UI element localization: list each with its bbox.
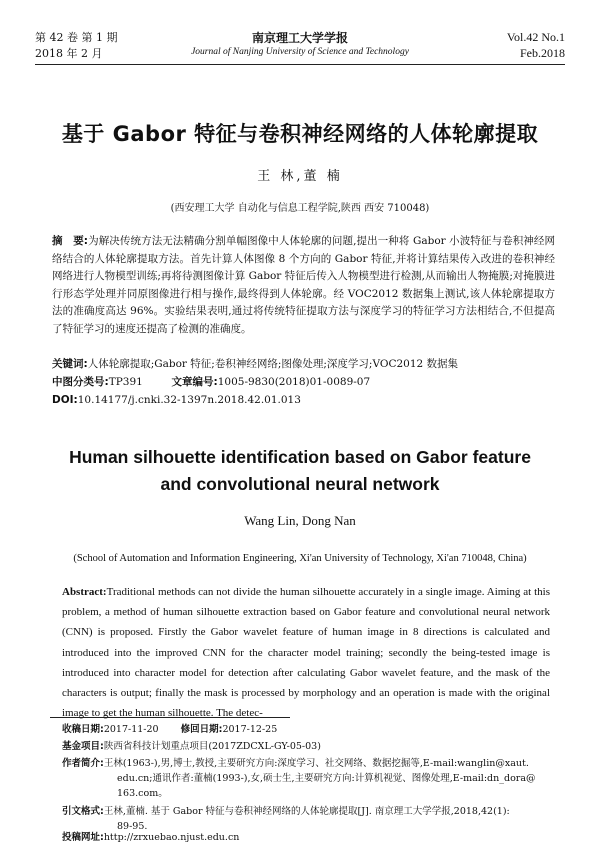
author-bio-line-3: 163.com。 (117, 788, 168, 799)
authors-en: Wang Lin, Dong Nan (244, 513, 356, 528)
title-en-line-1: Human silhouette identification based on Gabor feature (69, 447, 531, 467)
submission-url-line (62, 830, 562, 845)
affiliation-en: (School of Automation and Information Engineering, Xi'an University of Technology, Xi'an 710048, China) (73, 553, 527, 564)
abstract-cn-label: 摘 要: (52, 235, 88, 247)
revised-date: 2017-12-25 (222, 724, 278, 735)
author-bio-line-2: edu.cn;通讯作者:董楠(1993-),女,硕士生,主要研究方向:计算机视觉、图像处理,E-mail:dn_dora@ (117, 773, 536, 784)
author-bio (62, 756, 562, 801)
journal-en: Journal of Nanjing University of Science and Technology (191, 47, 409, 57)
citation-line-2: 89-95. (117, 821, 148, 832)
authors-cn: 王 林,董 楠 (257, 169, 343, 184)
fund-label: 基金项目: (62, 741, 104, 752)
classification-line (52, 374, 572, 391)
journal-cn: 南京理工大学学报 (251, 31, 348, 45)
citation-line-1: 王林,董楠. 基于 Gabor 特征与卷积神经网络的人体轮廓提取[J]. 南京理工大学学报,2018,42(1): (103, 806, 510, 817)
fund-line (62, 739, 562, 754)
footnote-rule (50, 717, 290, 718)
abstract-cn (52, 233, 555, 339)
submission-url[interactable]: http://zrxuebao.njust.edu.cn (103, 832, 240, 843)
submission-url-label: 投稿网址: (62, 832, 104, 843)
author-bio-line-1: 王林(1963-),男,博士,教授,主要研究方向:深度学习、社交网络、数据挖掘等,E-mail:wanglin@xaut. (103, 758, 529, 769)
author-bio-label: 作者简介: (62, 758, 104, 769)
issue-en: Vol.42 No.1 (506, 30, 565, 44)
abstract-cn-text: 为解决传统方法无法精确分割单幅图像中人体轮廓的问题,提出一种将 Gabor 小波特征与卷积神经网络结合的人体轮廓提取方法。首先计算人体图像 8 个方向的 Gabor 特征,并将计算结果传入改进的卷积神经网络进行人物模型训练;再将待测图像计算 Gabor 特征后传入人物模型进行检测,从而输出人物掩膜;对掩膜进行形态学处理并同原图像进行相与操作,最终得到人体轮廓。经 VOC2012 数据集上测试,该人体轮廓提取方法的准确度高达 96%。实验结果表明,通过将传统特征提取方法与深度学习的特征学习方法相结合,不但提高了特征学习的速度还提高了检测的准确度。 (52, 235, 555, 335)
doi-label: DOI: (52, 394, 78, 406)
title-cn: 基于 Gabor 特征与卷积神经网络的人体轮廓提取 (61, 122, 539, 146)
article-number-label: 文章编号: (171, 376, 218, 388)
doi-value: 10.14177/j.cnki.32-1397n.2018.42.01.013 (77, 394, 301, 406)
article-number-value: 1005-9830(2018)01-0089-07 (217, 376, 371, 388)
dates-line (62, 722, 562, 737)
revised-label: 修回日期: (180, 724, 223, 735)
received-date: 2017-11-20 (103, 724, 159, 735)
title-en (0, 444, 600, 498)
abstract-en-text: Traditional methods can not divide the human silhouette accurately in a single image. Aiming at this problem, a method of human silhouette extraction based on Gabor feature and convolutional neural network (CNN) is proposed. Firstly the Gabor wavelet feature of human image in 8 directions is calculated and introduced into the improved CNN for the character model training; secondly the being-tested image is introduced into character model for detection after calculating Gabor wavelet feature, and the mask of the characters is output; finally the mask is processed by morphology and an operation is made with the original image to get the human silhouette. The detec- (62, 586, 550, 720)
keywords-cn (52, 356, 572, 373)
citation-label: 引文格式: (62, 806, 104, 817)
doi-line (52, 392, 572, 409)
title-en-line-2: and convolutional neural network (160, 474, 440, 494)
clc-label: 中图分类号: (52, 376, 109, 388)
clc-value: TP391 (108, 376, 143, 388)
abstract-en-label: Abstract: (62, 586, 107, 598)
keywords-cn-label: 关键词: (52, 358, 88, 370)
keywords-cn-text: 人体轮廓提取;Gabor 特征;卷积神经网络;图像处理;深度学习;VOC2012 数据集 (87, 358, 459, 370)
affiliation-cn: (西安理工大学 自动化与信息工程学院,陕西 西安 710048) (170, 203, 430, 214)
header-rule (35, 64, 565, 65)
fund-text: 陕西省科技计划重点项目(2017ZDCXL-GY-05-03) (103, 741, 321, 752)
received-label: 收稿日期: (62, 724, 104, 735)
date-en: Feb.2018 (520, 46, 565, 60)
abstract-en (62, 582, 550, 723)
issue-cn: 第 42 卷 第 1 期 (35, 31, 118, 44)
date-cn: 2018 年 2 月 (35, 47, 103, 60)
